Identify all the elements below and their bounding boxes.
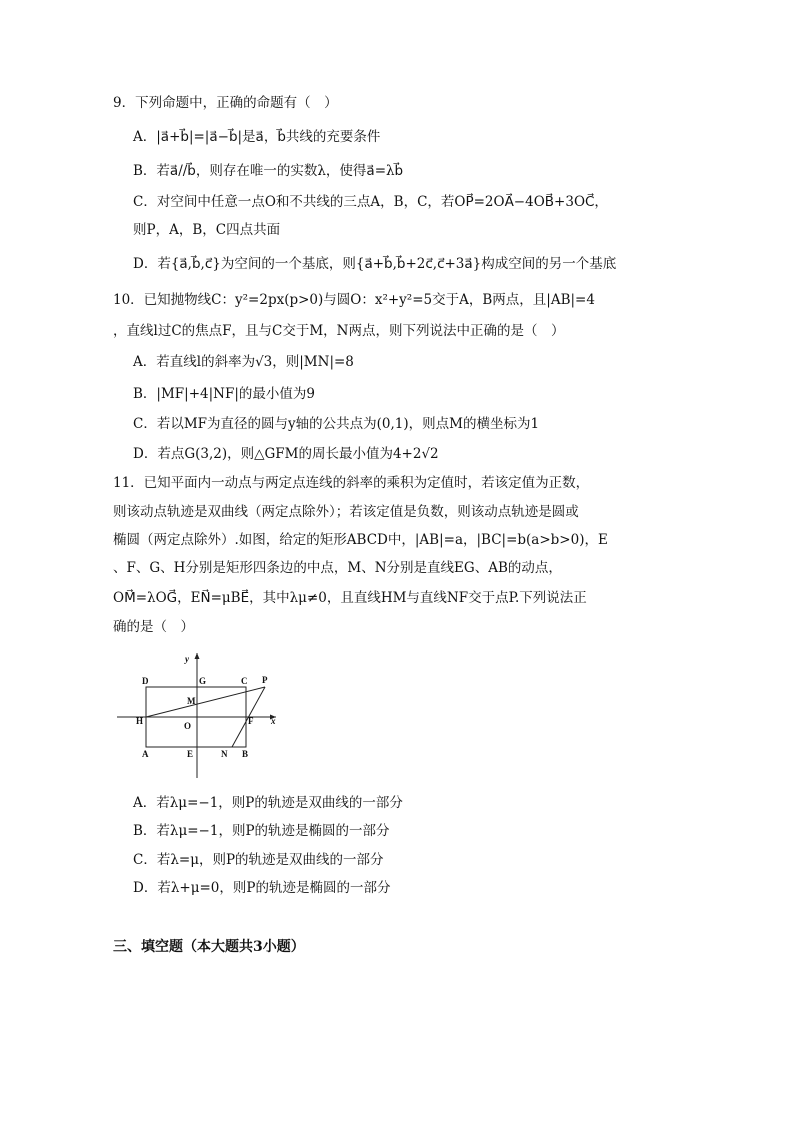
label-x: x [271,716,276,726]
label-d: D [142,676,149,686]
q11-stem-3: 椭圆（两定点除外）.如图，给定的矩形ABCD中，|AB|=a，|BC|=b(a>b>0)，E [113,532,608,548]
label-a: A [142,749,149,759]
q11-option-c: C．若λ=μ，则P的轨迹是双曲线的一部分 [133,852,384,868]
label-n: N [221,749,228,759]
q11-option-a: A．若λμ=−1，则P的轨迹是双曲线的一部分 [133,795,403,811]
q9-option-c-cont: 则P，A，B，C四点共面 [133,222,281,238]
q11-stem-4: 、F、G、H分别是矩形四条边的中点，M、N分别是直线EG、AB的动点， [113,560,562,576]
q10-option-b: B．|MF|+4|NF|的最小值为9 [133,386,315,402]
q11-stem-6: 确的是（ ） [113,619,194,635]
label-f: F [248,716,254,726]
label-c: C [241,676,248,686]
q9-option-b: B．若a⃗//b⃗，则存在唯一的实数λ，使得a⃗=λb⃗ [133,163,404,179]
label-h: H [136,716,144,726]
q11-stem-5: OM⃗=λOG⃗，EN⃗=μBE⃗，其中λμ≠0，且直线HM与直线NF交于点P.下列说法正 [113,590,587,606]
q11-option-d: D．若λ+μ=0，则P的轨迹是椭圆的一部分 [133,880,391,896]
q11-stem-1: 11．已知平面内一动点与两定点连线的斜率的乘积为定值时，若该定值为正数， [113,475,590,491]
label-e: E [187,749,194,759]
label-y: y [185,654,189,664]
label-m: M [187,696,196,706]
q10-option-d: D．若点G(3,2)，则△GFM的周长最小值为4+2√2 [133,446,439,462]
label-o: O [184,721,192,731]
q9-option-a: A．|a⃗+b⃗|=|a⃗−b⃗|是a⃗，b⃗共线的充要条件 [133,129,381,145]
q10-option-a: A．若直线l的斜率为√3，则|MN|=8 [133,354,354,370]
q9-option-c: C．对空间中任意一点O和不共线的三点A，B，C，若OP⃗=2OA⃗−4OB⃗+3OC⃗， [133,194,608,210]
q11-stem-2: 则该动点轨迹是双曲线（两定点除外）；若该定值是负数，则该动点轨迹是圆或 [113,504,579,520]
q9-stem: 9．下列命题中，正确的命题有（ ） [113,95,338,111]
q11-option-b: B．若λμ=−1，则P的轨迹是椭圆的一部分 [133,823,390,839]
section-heading: 三、填空题（本大题共3小题） [113,939,305,955]
label-g: G [199,676,207,686]
label-b: B [242,749,249,759]
q10-stem-cont: ，直线l过C的焦点F，且与C交于M，N两点，则下列说法中正确的是（ ） [113,323,565,339]
label-p: P [262,675,268,685]
q10-option-c: C．若以MF为直径的圆与y轴的公共点为(0,1)，则点M的横坐标为1 [133,416,540,432]
q10-stem: 10．已知抛物线C：y²=2px(p>0)与圆O：x²+y²=5交于A，B两点，且|AB|=4 [113,292,595,308]
q9-option-d: D．若{a⃗,b⃗,c⃗}为空间的一个基底，则{a⃗+b⃗,b⃗+2c⃗,c⃗+3a⃗}构成空间的另一个基底 [133,256,617,272]
line-hm [146,687,265,717]
y-axis-arrow-icon [195,653,200,659]
rectangle-coordinate-figure [115,648,287,780]
